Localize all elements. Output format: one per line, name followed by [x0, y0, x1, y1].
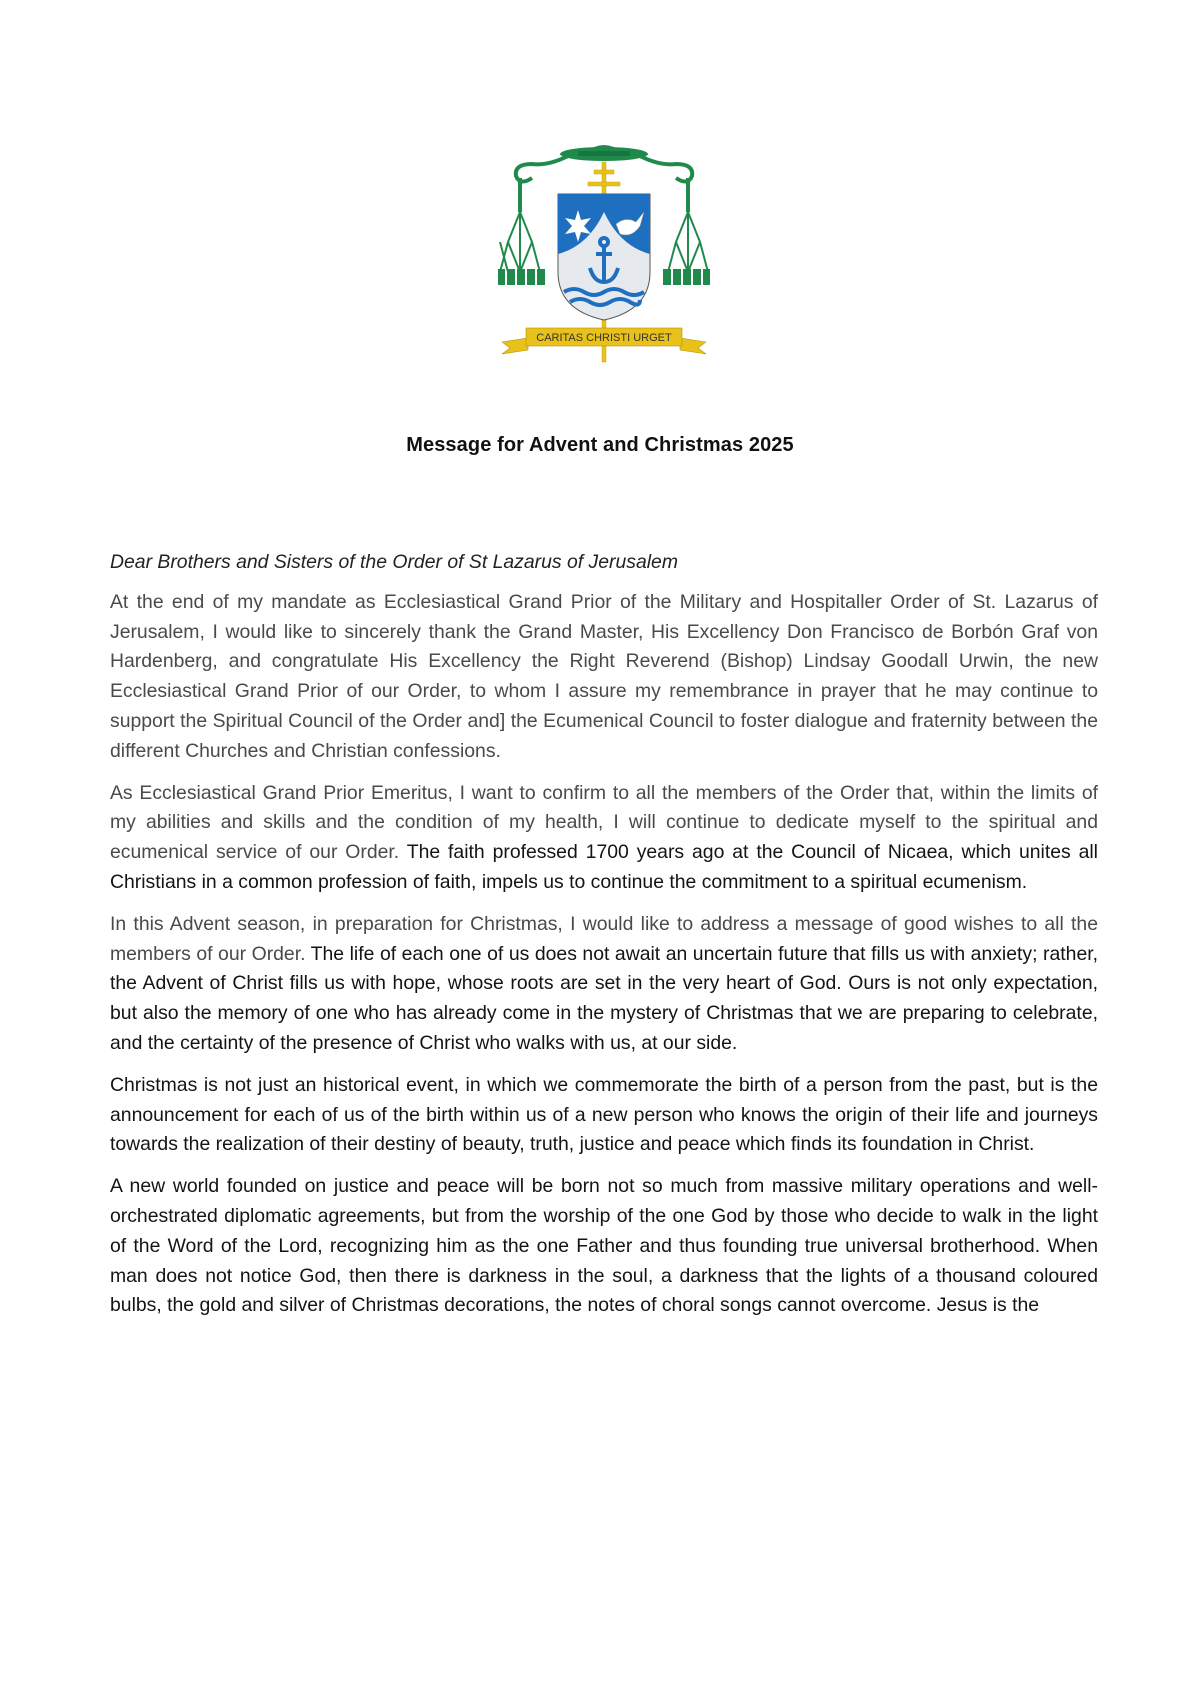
- paragraph-4: [110, 1071, 1098, 1160]
- paragraph-2-text-b: The faith professed 1700 years ago at the Council of Nicaea, which unites all Christians in a common profession of faith, impels us to continue the commitment to a spiritual ecumenism.: [110, 841, 1098, 893]
- paragraph-3-text-a: In this Advent season, in preparation for Christmas, I would like to address a message of good wishes to all the members of our Order.: [110, 912, 1098, 965]
- motto-text: CARITAS CHRISTI URGET: [536, 332, 672, 344]
- paragraph-5: [110, 1172, 1098, 1321]
- paragraph-5-text: A new world founded on justice and peace will be born not so much from massive military operations and well-orchestrated diplomatic agreements, but from the worship of the one God by those who decide to walk in the light of the Word of the Lord, recognizing him as the one Father and thus founding true universal brotherhood. When man does not notice God, then there is darkness in the soul, a darkness that the lights of a thousand coloured bulbs, the gold and silver of Christmas decorations, the notes of choral songs cannot overcome. Jesus is the: [110, 1175, 1098, 1317]
- document-title: Message for Advent and Christmas 2025: [406, 434, 794, 456]
- paragraph-2-text-a: As Ecclesiastical Grand Prior Emeritus, I want to confirm to all the members of the Order that, within the limits of my abilities and skills and the condition of my health, I will continue to dedicate myself to the spiritual and ecumenical service of our Order.: [110, 781, 1098, 864]
- letter-body: [110, 548, 1098, 1333]
- paragraph-2: [110, 779, 1098, 898]
- galero-hat-icon: [560, 145, 648, 161]
- paragraph-4-text: Christmas is not just an historical event, in which we commemorate the birth of a person from the past, but is the announcement for each of us of the birth within us of a new person who knows the origin of their life and journeys towards the realization of their destiny of beauty, truth, justice and peace which finds its foundation in Christ.: [110, 1073, 1098, 1156]
- coat-of-arms-logo: [498, 142, 710, 370]
- paragraph-3: [110, 910, 1098, 1059]
- tassels-right-icon: [664, 212, 710, 284]
- tassels-left-icon: [498, 212, 544, 284]
- salutation: Dear Brothers and Sisters of the Order of St Lazarus of Jerusalem: [110, 551, 678, 573]
- paragraph-1: [110, 588, 1098, 767]
- paragraph-3-text-b: The life of each one of us does not await an uncertain future that fills us with anxiety; rather, the Advent of Christ fills us with hope, whose roots are set in the very heart of God. Ours is not only expectation, but also the memory of one who has already come in the mystery of Christmas that we are preparing to celebrate, and the certainty of the presence of Christ who walks with us, at our side.: [110, 942, 1098, 1054]
- shield-icon: [558, 194, 650, 320]
- paragraph-1-text: At the end of my mandate as Ecclesiastical Grand Prior of the Military and Hospitaller Order of St. Lazarus of Jerusalem, I would like to sincerely thank the Grand Master, His Excellency Don Francisco de Borbón Graf von Hardenberg, and congratulate His Excellency the Right Reverend (Bishop) Lindsay Goodall Urwin, the new Ecclesiastical Grand Prior of our Order, to whom I assure my remembrance in prayer that he may continue to support the Spiritual Council of the Order and] the Ecumenical Council to foster dialogue and fraternity between the different Churches and Christian confessions.: [110, 590, 1098, 762]
